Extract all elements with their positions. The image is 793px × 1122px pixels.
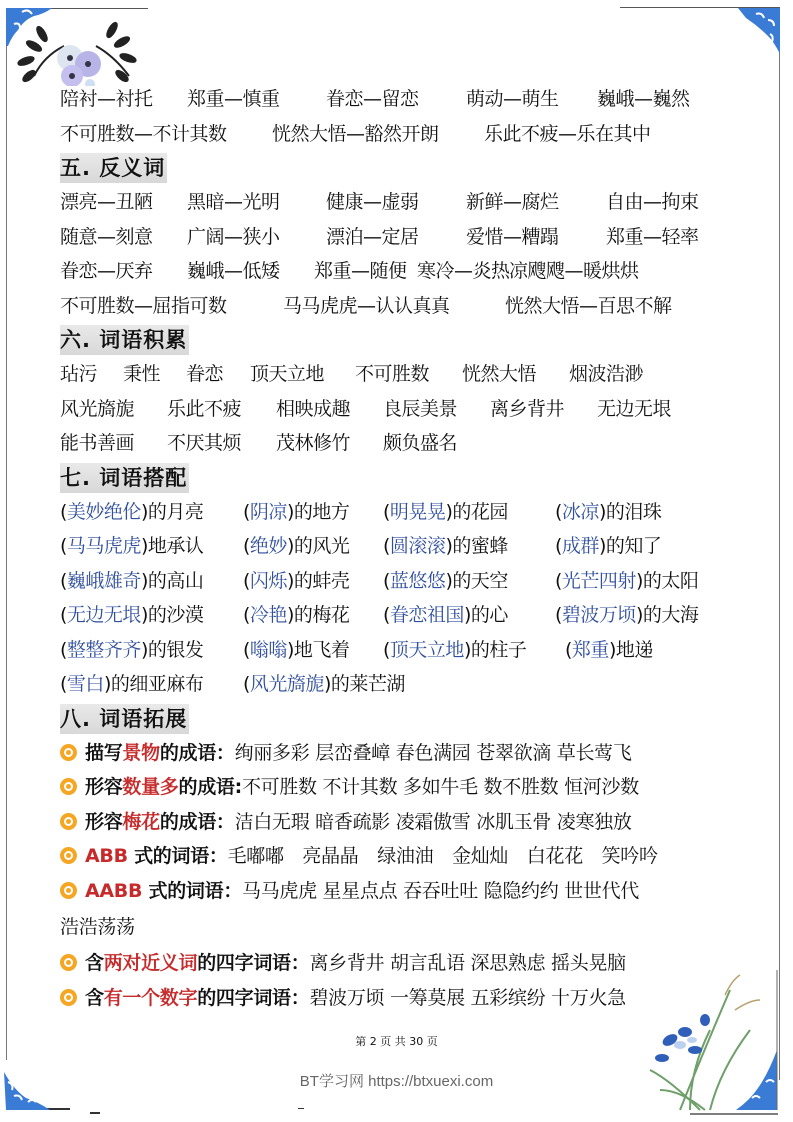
collocation-rest: 的细亚麻布 (110, 673, 204, 695)
label-separator: ： (290, 986, 310, 1009)
label-separator: ： (223, 879, 243, 902)
word-list: 碧波万顷 一筹莫展 五彩缤纷 十万火急 (309, 986, 626, 1009)
synonym-row (60, 117, 760, 152)
frame-left-line (6, 30, 7, 1060)
antonym-pair: 郑重—随便 (314, 260, 407, 282)
collocation-rest: 的天空 (452, 569, 508, 592)
synonym-pair: 眷恋—留恋 (326, 88, 419, 110)
label-prefix: 含 (85, 986, 104, 1009)
vocab-word: 颇负盛名 (383, 432, 458, 454)
label-highlight: 两对近义词 (103, 952, 198, 974)
label-highlight: ABB (85, 845, 128, 867)
antonym-pair: 寒冷—炎热 (417, 260, 510, 282)
vocab-word: 离乡背井 (490, 397, 565, 420)
collocation-rest: 的蚌壳 (293, 569, 350, 592)
collocation: (顶天立地)的柱子 (383, 638, 527, 661)
collocation: (冰凉)的泪珠 (555, 500, 662, 523)
collocation: (整整齐齐)的银发 (60, 638, 204, 661)
collocation: (风光旖旎)的莱芒湖 (243, 673, 405, 695)
collocation-rest: 的心 (470, 604, 508, 626)
collocation-rest: 的高山 (147, 569, 204, 592)
collocation-rest: 的柱子 (470, 638, 527, 661)
vocab-word: 烟波浩渺 (569, 363, 644, 385)
collocation-fill: 美妙绝伦 (66, 500, 141, 523)
collocation-rest: 的地方 (293, 500, 350, 523)
extension-item (60, 874, 760, 909)
collocation-fill: 雪白 (66, 673, 104, 695)
vocab-row (60, 357, 760, 392)
word-list: 洁白无瑕 暗香疏影 凌霜傲雪 冰肌玉骨 凌寒独放 (234, 810, 632, 833)
vocab-row (60, 426, 760, 461)
collocation: (光芒四射)的太阳 (555, 569, 699, 592)
bullet-icon (60, 847, 77, 864)
collocation: (美妙绝伦)的月亮 (60, 500, 204, 523)
collocation-fill: 阴凉 (249, 500, 287, 523)
bullet-icon (60, 744, 77, 761)
vocab-word: 玷污 (60, 363, 98, 385)
document-content (60, 82, 760, 1015)
synonym-row (60, 82, 760, 117)
label-suffix: 的四字词语 (197, 952, 291, 974)
antonym-pair: 不可胜数—屈指可数 (60, 294, 227, 317)
collocation-rest: 地递 (615, 638, 653, 661)
collocation-rest: 的知了 (605, 535, 662, 557)
collocation-rest: 的月亮 (147, 500, 204, 523)
label-highlight: AABB (85, 879, 143, 902)
bullet-icon (60, 989, 77, 1006)
collocation-fill: 整整齐齐 (66, 638, 141, 661)
vocab-word: 能书善画 (60, 432, 135, 454)
synonym-pair: 乐此不疲—乐在其中 (484, 122, 651, 145)
antonym-pair: 凉飕飕—暖烘烘 (509, 260, 639, 282)
synonym-pair: 巍峨—巍然 (597, 88, 690, 110)
bullet-icon (60, 813, 77, 830)
collocation-fill: 嗡嗡 (249, 638, 287, 661)
extension-item (60, 839, 760, 874)
collocation-rest: 的银发 (147, 638, 204, 661)
vocab-word: 眷恋 (186, 363, 224, 385)
collocation-fill: 蓝悠悠 (389, 569, 446, 592)
collocation-rest: 的莱芒湖 (330, 673, 405, 695)
collocation: (明晃晃)的花园 (383, 500, 508, 523)
vocab-word: 秉性 (123, 363, 161, 385)
collocation-fill: 成群 (561, 535, 599, 557)
synonym-pair: 郑重—慎重 (187, 88, 280, 110)
antonym-row (60, 220, 760, 255)
collocation: (巍峨雄奇)的高山 (60, 569, 204, 592)
synonym-pair: 萌动—萌生 (466, 88, 559, 110)
label-highlight: 景物 (122, 741, 160, 764)
collocation: (无边无垠)的沙漠 (60, 604, 204, 626)
antonym-row (60, 289, 760, 324)
label-separator: ： (290, 952, 310, 974)
label-separator: ： (208, 845, 228, 867)
word-list: 绚丽多彩 层峦叠嶂 春色满园 苍翠欲滴 草长莺飞 (234, 741, 632, 764)
vocab-word: 风光旖旎 (60, 397, 135, 420)
collocation-fill: 冷艳 (249, 604, 287, 626)
collocation-fill: 明晃晃 (389, 500, 446, 523)
collocation-rest: 地承认 (147, 535, 204, 557)
vocab-word: 良辰美景 (383, 397, 458, 420)
antonym-pair: 黑暗—光明 (187, 191, 280, 213)
frame-bottom-line-3 (298, 1108, 304, 1109)
bullet-icon (60, 882, 77, 899)
collocation-rest: 的沙漠 (147, 604, 204, 626)
vocab-word: 顶天立地 (250, 363, 325, 385)
site-watermark: BT学习网 https://btxuexi.com (299, 1073, 494, 1090)
synonym-pair: 不可胜数—不计其数 (60, 122, 227, 145)
collocation-row (60, 667, 760, 702)
antonym-pair: 漂亮—丑陋 (60, 191, 153, 213)
collocation-fill: 无边无垠 (66, 604, 141, 626)
collocation: (碧波万顷)的大海 (555, 604, 699, 626)
section-heading-collocations: 七. 词语搭配 (60, 463, 189, 493)
bullet-icon (60, 778, 77, 795)
antonym-pair: 漂泊—定居 (326, 225, 419, 248)
extension-item (60, 736, 760, 771)
frame-right-line (779, 50, 780, 1080)
label-suffix: 的成语 (159, 741, 216, 764)
vocab-word: 不可胜数 (355, 363, 430, 385)
extension-item (60, 981, 760, 1016)
collocation: (圆滚滚)的蜜蜂 (383, 535, 508, 557)
collocation-row (60, 529, 760, 564)
extension-item (60, 946, 760, 981)
collocation-row (60, 598, 760, 633)
collocation-row (60, 495, 760, 530)
label-highlight: 有一个数字 (103, 986, 198, 1009)
collocation-fill: 眷恋祖国 (389, 604, 464, 626)
label-suffix: 的成语 (178, 776, 235, 798)
label-highlight: 梅花 (122, 810, 160, 833)
antonym-pair: 随意—刻意 (60, 225, 153, 248)
vocab-word: 相映成趣 (276, 397, 351, 420)
label-highlight: 数量多 (122, 776, 179, 798)
collocation-fill: 冰凉 (561, 500, 599, 523)
vocab-word: 无边无垠 (597, 397, 672, 420)
collocation: (眷恋祖国)的心 (383, 604, 508, 626)
label-suffix: 式的词语 (142, 879, 224, 902)
collocation: (成群)的知了 (555, 535, 662, 557)
collocation-row (60, 564, 760, 599)
collocation: (郑重)地递 (565, 638, 653, 661)
collocation-rest: 的梅花 (293, 604, 350, 626)
antonym-pair: 马马虎虎—认认真真 (283, 294, 450, 317)
collocation: (阴凉)的地方 (243, 500, 350, 523)
collocation-fill: 碧波万顷 (561, 604, 636, 626)
vocab-row (60, 392, 760, 427)
collocation: (冷艳)的梅花 (243, 604, 350, 626)
collocation: (蓝悠悠)的天空 (383, 569, 508, 592)
collocation: (雪白)的细亚麻布 (60, 673, 204, 695)
collocation-fill: 绝妙 (249, 535, 287, 557)
antonym-row (60, 185, 760, 220)
section-heading-extension: 八. 词语拓展 (60, 704, 189, 734)
antonym-pair: 巍峨—低矮 (187, 260, 280, 282)
synonym-pair: 恍然大悟—豁然开朗 (272, 122, 439, 145)
antonym-pair: 新鲜—腐烂 (466, 191, 559, 213)
word-list: 马马虎虎 星星点点 吞吞吐吐 隐隐约约 世世代代 (242, 879, 639, 902)
collocation-rest: 的大海 (642, 604, 699, 626)
frame-bottom-line-2 (90, 1112, 100, 1114)
section-heading-antonyms: 五. 反义词 (60, 153, 167, 183)
collocation-fill: 闪烁 (249, 569, 287, 592)
page-number: 第 2 页 共 30 页 (355, 1035, 438, 1048)
word-list: 不可胜数 不计其数 多如牛毛 数不胜数 恒河沙数 (241, 776, 639, 798)
collocation-fill: 马马虎虎 (66, 535, 141, 557)
collocation-rest: 的蜜蜂 (452, 535, 508, 557)
collocation: (绝妙)的风光 (243, 535, 350, 557)
corner-top-right-icon (738, 6, 782, 56)
label-separator: ： (215, 810, 235, 833)
corner-flower-decoration-icon (4, 6, 144, 86)
label-prefix: 形容 (85, 776, 123, 798)
antonym-pair: 恍然大悟—百思不解 (505, 294, 672, 317)
collocation-rest: 地飞着 (293, 638, 350, 661)
extension-item (60, 805, 760, 840)
label-prefix: 描写 (85, 741, 123, 764)
extension-item (60, 770, 760, 805)
antonym-pair: 自由—拘束 (606, 191, 699, 213)
label-prefix: 含 (85, 952, 104, 974)
vocab-word: 恍然大悟 (462, 363, 537, 385)
collocation-fill: 光芒四射 (561, 569, 636, 592)
antonym-pair: 爱惜—糟蹋 (466, 225, 559, 248)
collocation-rest: 的太阳 (642, 569, 699, 592)
collocation-fill: 郑重 (571, 638, 609, 661)
word-list: 离乡背井 胡言乱语 深思熟虑 摇头晃脑 (309, 952, 626, 974)
vocab-word: 不厌其烦 (167, 432, 242, 454)
collocation-rest: 的泪珠 (605, 500, 662, 523)
label-prefix: 形容 (85, 810, 123, 833)
collocation-fill: 风光旖旎 (249, 673, 324, 695)
collocation-row (60, 633, 760, 668)
antonym-pair: 郑重—轻率 (606, 225, 699, 248)
vocab-word: 茂林修竹 (276, 432, 351, 454)
collocation: (马马虎虎)地承认 (60, 535, 204, 557)
bullet-icon (60, 954, 77, 971)
section-heading-vocabulary: 六. 词语积累 (60, 325, 189, 355)
collocation: (闪烁)的蚌壳 (243, 569, 350, 592)
label-suffix: 式的词语 (127, 845, 209, 867)
antonym-row (60, 254, 760, 289)
collocation-rest: 的风光 (293, 535, 350, 557)
label-suffix: 的四字词语 (197, 986, 291, 1009)
collocation-rest: 的花园 (452, 500, 508, 523)
collocation-fill: 顶天立地 (389, 638, 464, 661)
collocation: (嗡嗡)地飞着 (243, 638, 350, 661)
label-separator: ： (215, 741, 235, 764)
label-separator: : (234, 776, 242, 798)
antonym-pair: 健康—虚弱 (326, 191, 419, 213)
word-list: 毛嘟嘟 亮晶晶 绿油油 金灿灿 白花花 笑吟吟 (227, 845, 658, 867)
antonym-pair: 广阔—狭小 (187, 225, 280, 248)
collocation-fill: 巍峨雄奇 (66, 569, 141, 592)
collocation-fill: 圆滚滚 (389, 535, 446, 557)
synonym-pair: 陪衬—衬托 (60, 88, 153, 110)
antonym-pair: 眷恋—厌弃 (60, 260, 153, 282)
vocab-word: 乐此不疲 (167, 397, 242, 420)
label-suffix: 的成语 (159, 810, 216, 833)
extension-overflow: 浩浩荡荡 (60, 916, 135, 938)
